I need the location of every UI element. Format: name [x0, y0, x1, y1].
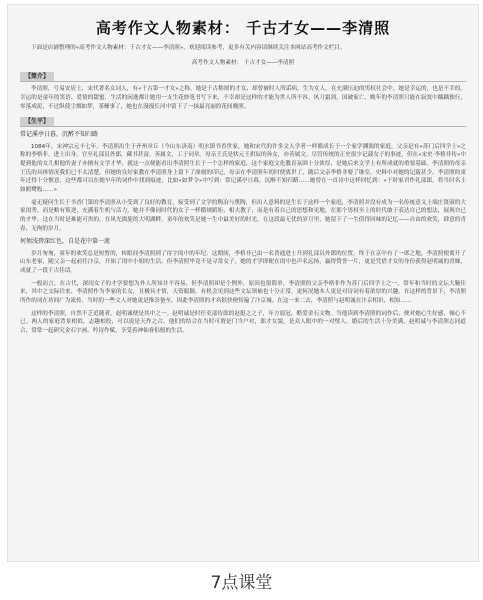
- life-paragraph-1: 1084年，宋神宗元丰七年，李清照出生于齐州章丘（今山东济南）明水镇书香世家，她和宋代的许多文人学者一样都成长于一个家学渊源的家庭。父亲是有«苏门后四学士»之称的李格非，进士出身，官至礼部员外郎，藏书甚富，善属文，工于词章。母亲王氏是状元王拱辰的孙女，亦善属文。尽管传统的正史很少记载女子的事迹，但在«宋史·李格非传»中提到他的女儿相他的妻子亦擅有文学才华，就这一点便能看出李清照生长于一个怎样的家庭，这个家庭文化教育氛围十分浓厚，是她后来文学上有所成就的重要基础。李清照的母亲王氏的具体情况我们已不太清楚，但她的良好家教在李清照身上留下了深刻的印记，母亲在李清照年幼时便离世了，随后父亲李格非娶了继室，史料中对她的记载甚少。李清照的童年过得十分惬意，这些都可以在她早年的词作中找到痕迹，比如«如梦令»中写到：常记溪亭日暮，沉醉不知归路……她曾在一首诗中这样回忆到：«于时家君作礼部郎，将当时名士如鸥鹭般……»: [20, 143, 466, 194]
- marriage-paragraph-3: 这样的李清照，自然不乏追随者，赵明诚便是其中之一。赵明诚是时任吏部侍郎的赵挺之之子，年方弱冠，酷爱金石文物。当他读到李清照的词作后，便对她心生好感，倾心不已。两人的家庭背景相似，志趣相投，可以说是天作之合。他们的结合在当时可谓是门当户对，郎才女貌，是众人眼中的一对璧人。婚后的生活十分美满，赵明诚与李清照志同道合，常常一起研究金石字画，吟诗作赋，享受着神仙眷侣般的生活。: [20, 310, 466, 335]
- brief-paragraph: 李清照，号易安居士，宋代著名女词人，有«千古第一才女»之称。她是千古称颂的才女，却曾被时人所诟病，生为女人，在充满压迫的男权社会中，她是幸运的，也是不幸的。幸运的是童年的笑语、爱情的甜蜜，生活的闲逸都让她用一支生花妙笔书写下来，不幸却是这样的才能为世人所不容。风刀霜剑，国破家亡，晚年的李清照只能在寂寞中踽踽独行，零落成泥，不过纵使尘烟如梦，茶蘼事了，她也在漫漫长河中留下了一抹最亮丽的花间晚照。: [20, 86, 466, 110]
- intro-paragraph: 下面是店铺整理的«高考作文人物素材：千古才女——李清照»，欢迎阅读参考，更多有关内容请继续关注本网站高考作文栏目。: [31, 45, 346, 51]
- section-label-intro: 【简介】: [20, 72, 54, 81]
- life-subheading: 常记溪亭日暮，沉醉不知归路: [20, 130, 99, 138]
- marriage-paragraph-2: 一般而言，在古代，深闺女子的才学要想为外人所知并不容易，但李清照却是个例外，原因也很简单，李清照的父亲李格非作为苏门后四学士之一，常年和当时的文坛大腕往来，其中之交际往来，李清照作为李家的长女，且极具才情，天资聪颖，有机会见到这些文坛领袖也十分正常，更何况她本人更是对诗词有着浓厚的兴趣。在这样的背景下，李清照所作的词在坊间广为流传，当时的一些文人对她更是推崇备至，因此李清照的才名很快便传遍了汴京城。在这一来二去，李清照与赵明诚在汴京相识，相知……: [20, 280, 466, 305]
- document-subtitle: 高考作文人物素材： 千古才女——李清照: [191, 59, 295, 66]
- life-paragraph-2: 毫无疑问生长于书香门第的李清照从小受到了良好的教育，接受到了文学的陶冶与熏陶，但出人意料的是生长于这样一个家庭，李清照并没有成为一名传统意义上端庄贤淑的大家闺秀，而是略有叛逆，充满着生机与活力，她并不像同时代的女子一样循规蹈矩，相夫教子，而是有着自己的思想和见地，在那个男权至上的时代敢于表达自己的想法，展现自己的才华，这在当时是难能可贵的。在风光旖旎的大明湖畔，童年的欢笑是她一生中最美好的时光，在这段最无忧的岁月里，她留下了一生值得回味的记忆——自由的欢笑，肆意的青春，无拘的岁月。: [20, 199, 466, 232]
- section-label-life: 【生平】: [20, 117, 54, 126]
- document-page: [7, 4, 479, 562]
- marriage-subheading: 何须浅碧深红色，自是花中第一流: [20, 237, 111, 245]
- watermark-caption: 7点课堂: [210, 573, 273, 593]
- marriage-paragraph-1: 岁月匆匆，童年的欢笑总是短暂的，转眼间李清照到了待字闺中的年纪。这期间，李格非已由一名普通进士升到礼部员外郎的位置，终于在京中有了一席之地，李清照便离开了山东老家，随父亲一起前往汴京，开始了闺中小姐的生活。但李清照毕竟不是寻常女子，她的才学即便在闺中也声名远扬，赢得赞誉一片，更是凭借才女的身份获得赵明诚的青睐，成就了一段千古佳话。: [20, 250, 466, 274]
- section-header-intro: [20, 71, 466, 82]
- document-title: 高考作文人物素材： 千古才女——李清照: [95, 19, 391, 37]
- section-header-life: [20, 116, 466, 127]
